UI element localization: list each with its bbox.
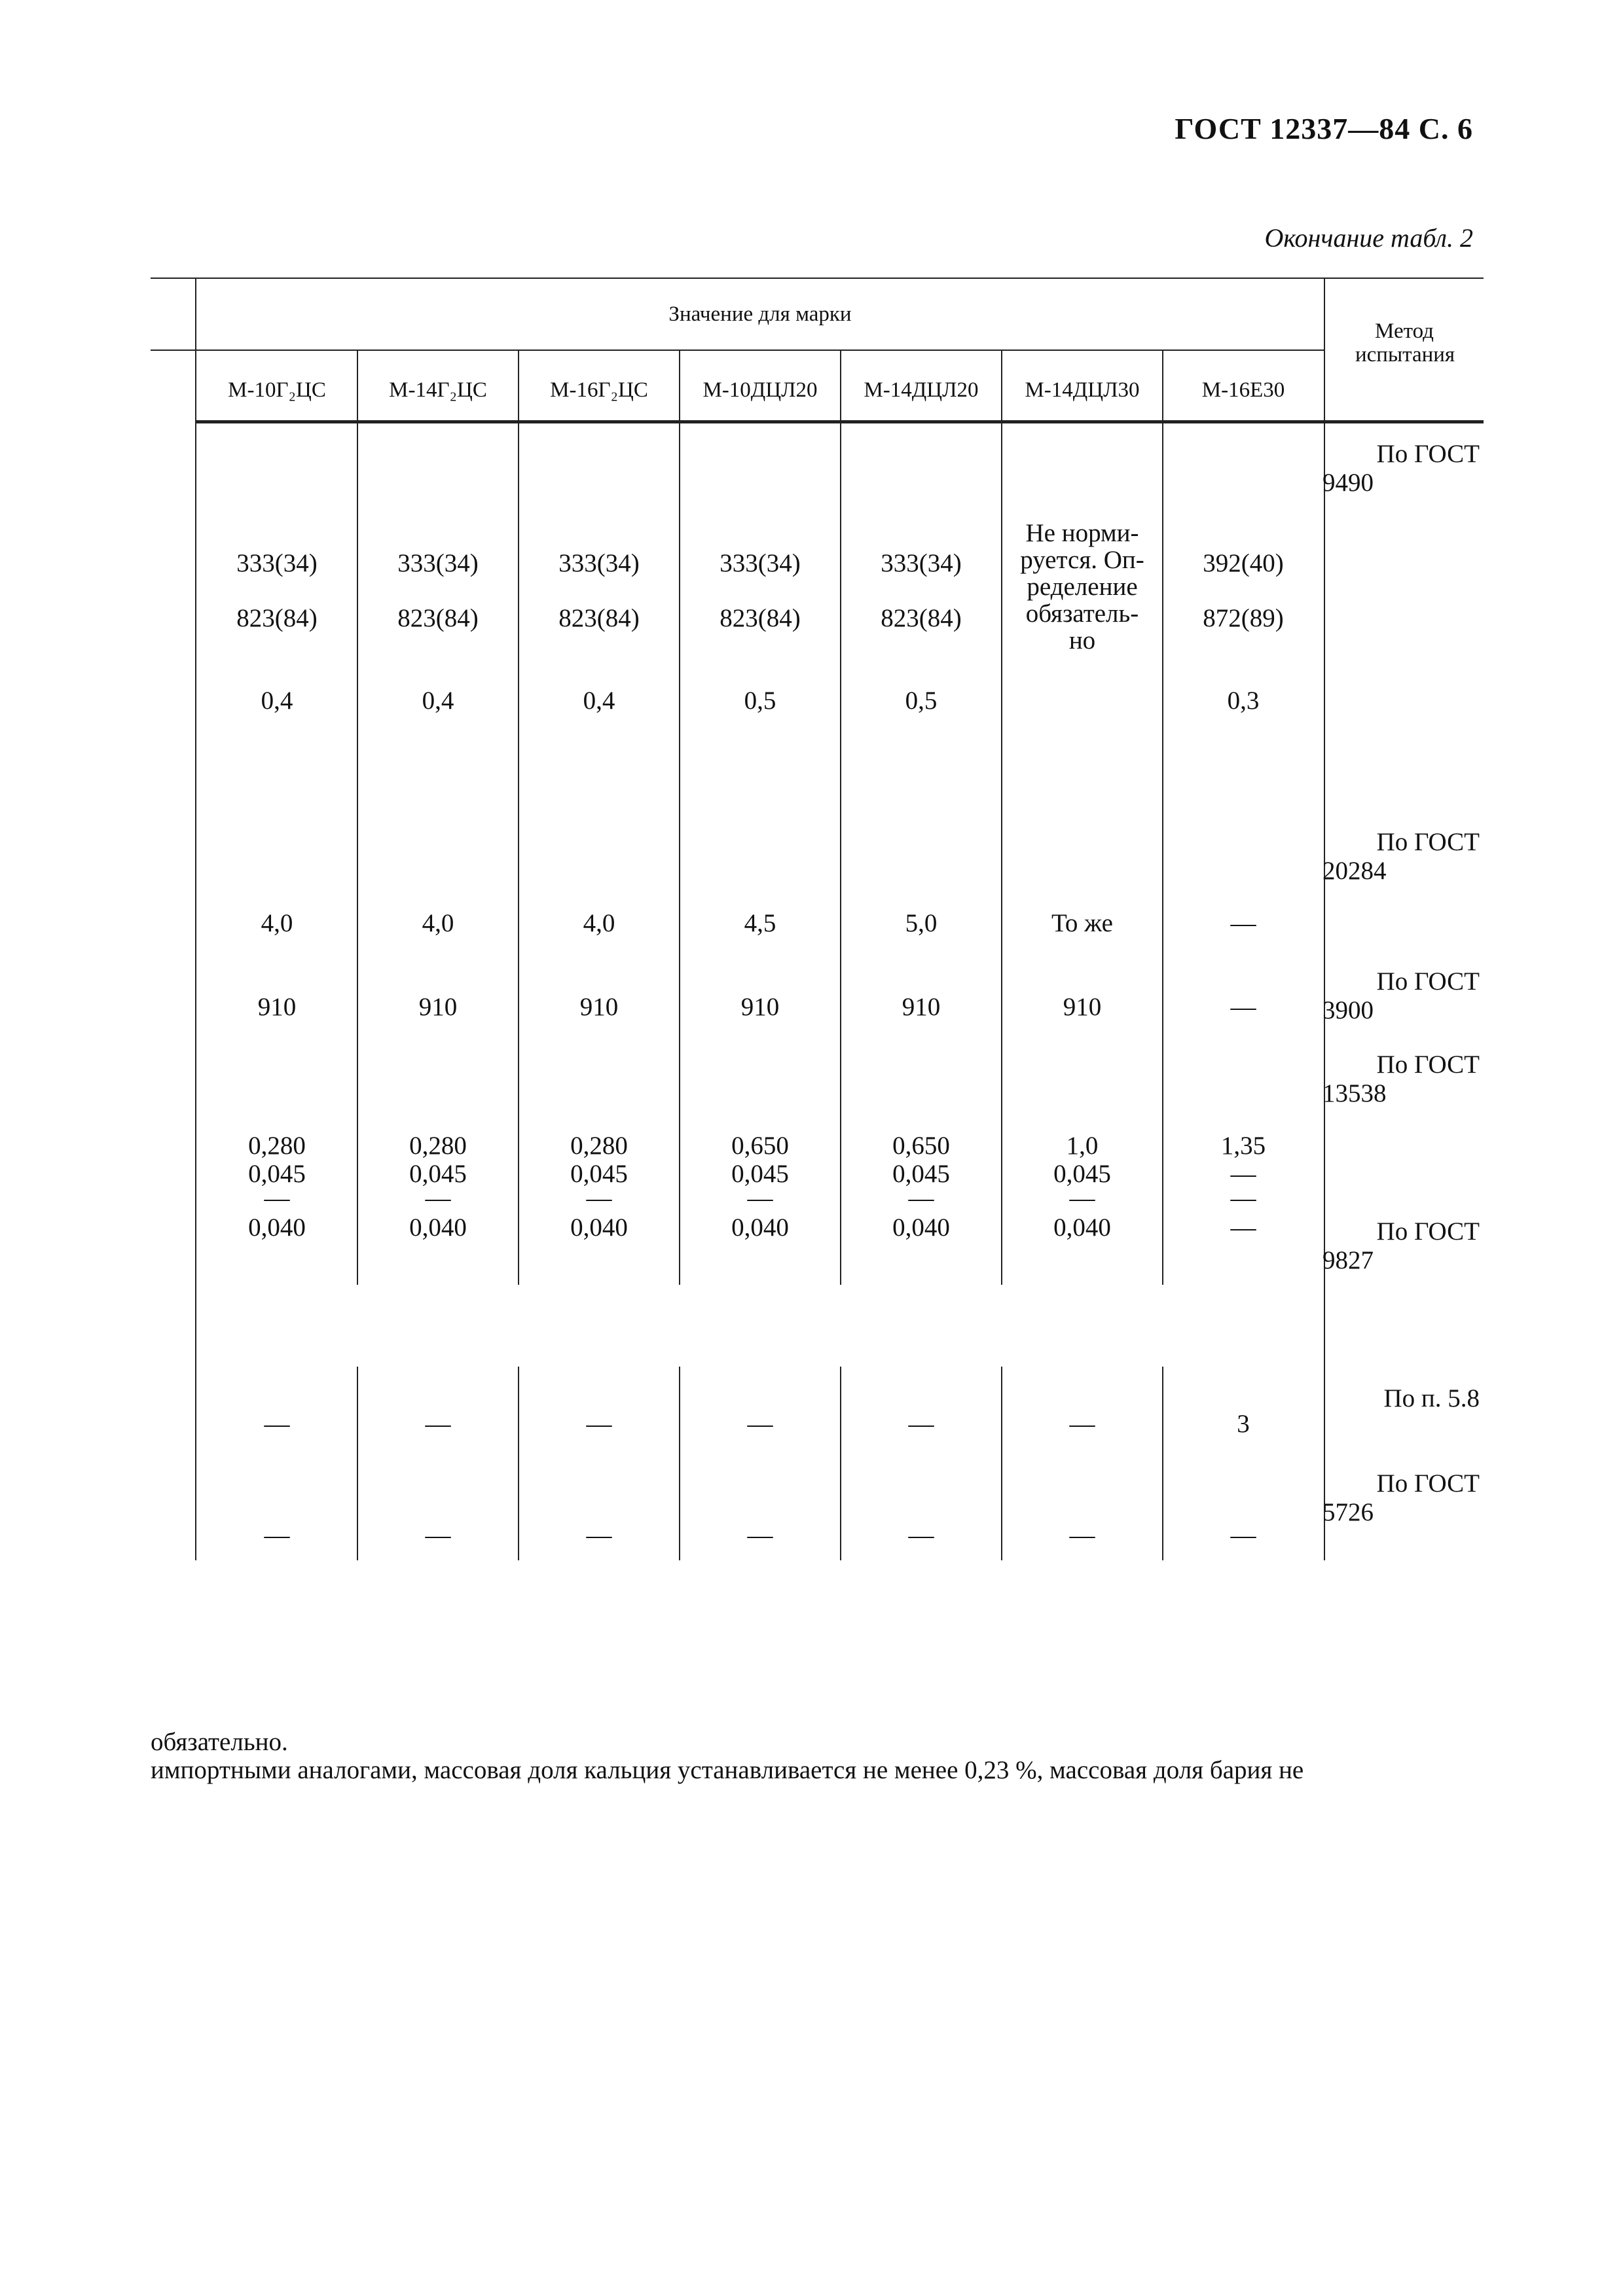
table-cell: 0,045 — [1053, 1160, 1111, 1188]
table-cell: 0,040 — [1053, 1213, 1111, 1242]
method-entry — [1322, 1217, 1480, 1275]
method-entry — [1322, 1469, 1480, 1527]
page-header: ГОСТ 12337—84 С. 6 — [1175, 112, 1473, 145]
table-cell: — — [1230, 1160, 1256, 1188]
table-cell: 823(84) — [720, 604, 801, 632]
table-cell: 823(84) — [881, 604, 962, 632]
column-rule — [840, 350, 841, 422]
note-line: Не норми- — [1025, 519, 1139, 547]
table-cell: 1,35 — [1220, 1132, 1266, 1160]
method-line-1: По ГОСТ — [1376, 440, 1480, 468]
table-cell: 823(84) — [236, 604, 318, 632]
column-rule — [679, 350, 680, 422]
table-cell: — — [1230, 909, 1256, 937]
table-cell: — — [747, 1184, 773, 1212]
table-cell: — — [1069, 1184, 1095, 1212]
column-header: М-14ДЦЛ20 — [864, 378, 979, 402]
table-cell: 0,4 — [261, 687, 293, 715]
table-caption: Окончание табл. 2 — [1264, 223, 1473, 253]
table-cell: 0,5 — [905, 687, 938, 715]
table-cell: 0,280 — [248, 1132, 306, 1160]
table-top-rule — [151, 278, 1484, 279]
table-cell: 3 — [1237, 1410, 1250, 1438]
table-cell: 0,4 — [583, 687, 615, 715]
table-cell: — — [908, 1184, 934, 1212]
table-cell: 0,045 — [409, 1160, 467, 1188]
column-header: М-14ДЦЛ30 — [1025, 378, 1140, 402]
table-cell: 823(84) — [558, 604, 640, 632]
note-line: руется. Оп- — [1020, 546, 1144, 574]
column-header: М-10Г₂ЦС — [228, 378, 326, 402]
table-cell: — — [586, 1184, 612, 1212]
table-cell: 910 — [257, 993, 297, 1021]
method-line-1: По п. 5.8 — [1383, 1384, 1480, 1412]
table-cell: 333(34) — [881, 549, 962, 577]
table-cell: 5,0 — [905, 909, 938, 937]
column-header: М-14Г₂ЦС — [389, 378, 487, 402]
table-cell: 1,0 — [1066, 1132, 1099, 1160]
method-entry — [1322, 440, 1480, 497]
table-cell: 4,5 — [744, 909, 776, 937]
table-cell: 4,0 — [583, 909, 615, 937]
table-cell: 4,0 — [261, 909, 293, 937]
table-cell: 0,3 — [1227, 687, 1260, 715]
method-line-1: По ГОСТ — [1376, 1050, 1480, 1079]
table-cell: 392(40) — [1203, 549, 1284, 577]
table-cell: — — [747, 1410, 773, 1438]
table-cell: 872(89) — [1203, 604, 1284, 632]
table-cell: — — [586, 1410, 612, 1438]
table-cell: 0,045 — [892, 1160, 950, 1188]
table-cell: 0,040 — [248, 1213, 306, 1242]
column-header: М-10ДЦЛ20 — [702, 378, 818, 402]
footnote-2: импортными аналогами, массовая доля кальция устанавливается не менее 0,23 %, массовая доля бария не — [151, 1756, 1304, 1784]
table-cell: 0,040 — [731, 1213, 789, 1242]
table-cell: 0,040 — [570, 1213, 628, 1242]
column-header: М-16Г₂ЦС — [550, 378, 648, 402]
table-cell: — — [1069, 1521, 1095, 1549]
table-cell: — — [425, 1410, 451, 1438]
table-cell: — — [1230, 1184, 1256, 1212]
table-cell: 333(34) — [720, 549, 801, 577]
method-entry — [1322, 967, 1480, 1025]
method-header — [1325, 319, 1484, 367]
table-cell: 0,5 — [744, 687, 776, 715]
column-rule — [1162, 350, 1163, 422]
table-cell: 910 — [418, 993, 458, 1021]
table-cell: 0,040 — [892, 1213, 950, 1242]
table-cell: 0,280 — [570, 1132, 628, 1160]
column-rule — [518, 350, 519, 422]
table-cell: 333(34) — [397, 549, 479, 577]
table-cell: 823(84) — [397, 604, 479, 632]
method-entry — [1322, 1050, 1480, 1108]
table-cell: — — [586, 1521, 612, 1549]
table-cell: 0,650 — [892, 1132, 950, 1160]
method-line-1: По ГОСТ — [1376, 1217, 1480, 1246]
table-cell: 4,0 — [422, 909, 454, 937]
table-cell: 0,045 — [248, 1160, 306, 1188]
table-cell: — — [264, 1184, 290, 1212]
table-cell: 910 — [740, 993, 780, 1021]
method-line-2: 9827 — [1322, 1246, 1374, 1274]
column-rule — [1001, 350, 1002, 422]
table-cell: — — [264, 1521, 290, 1549]
table-cell: 333(34) — [558, 549, 640, 577]
method-line-1: По ГОСТ — [1376, 828, 1480, 856]
table-cell: — — [1069, 1410, 1095, 1438]
method-line-2: 5726 — [1322, 1498, 1374, 1526]
table-cell: 910 — [1063, 993, 1102, 1021]
method-line-2: 9490 — [1322, 469, 1374, 497]
table-cell: 910 — [902, 993, 941, 1021]
note-line: но — [1068, 626, 1096, 655]
table-cell: — — [1230, 1521, 1256, 1549]
note-line: обязатель- — [1025, 600, 1139, 628]
table-cell: 0,650 — [731, 1132, 789, 1160]
table-cell: — — [908, 1521, 934, 1549]
table-cell: То же — [1051, 909, 1113, 937]
table-cell: 0,4 — [422, 687, 454, 715]
table-cell: 0,280 — [409, 1132, 467, 1160]
group-header-rule — [151, 350, 1325, 351]
table-cell: — — [908, 1410, 934, 1438]
table-cell: — — [264, 1410, 290, 1438]
column-rule — [357, 350, 358, 422]
method-line-1: По ГОСТ — [1376, 1469, 1480, 1498]
table-cell: 0,045 — [570, 1160, 628, 1188]
table-cell: 0,040 — [409, 1213, 467, 1242]
method-line-2: 13538 — [1322, 1079, 1387, 1107]
table-cell: — — [425, 1184, 451, 1212]
method-line-1: По ГОСТ — [1376, 967, 1480, 996]
table-cell: — — [747, 1521, 773, 1549]
method-line-2: 20284 — [1322, 857, 1387, 885]
method-line-2: 3900 — [1322, 996, 1374, 1024]
table-cell: — — [1230, 1213, 1256, 1242]
table-cell: 910 — [579, 993, 619, 1021]
method-entry — [1322, 828, 1480, 886]
table-cell: 0,045 — [731, 1160, 789, 1188]
note-line: ределение — [1027, 573, 1138, 601]
table-cell: 333(34) — [236, 549, 318, 577]
method-header-label: Метод испытания — [1355, 319, 1455, 367]
column-header: М-16Е30 — [1201, 378, 1285, 402]
footnote-1: обязательно. — [151, 1728, 288, 1756]
group-header: Значение для марки — [668, 302, 852, 326]
table-cell: — — [1230, 993, 1256, 1021]
table-cell: — — [425, 1521, 451, 1549]
method-entry — [1322, 1384, 1480, 1413]
